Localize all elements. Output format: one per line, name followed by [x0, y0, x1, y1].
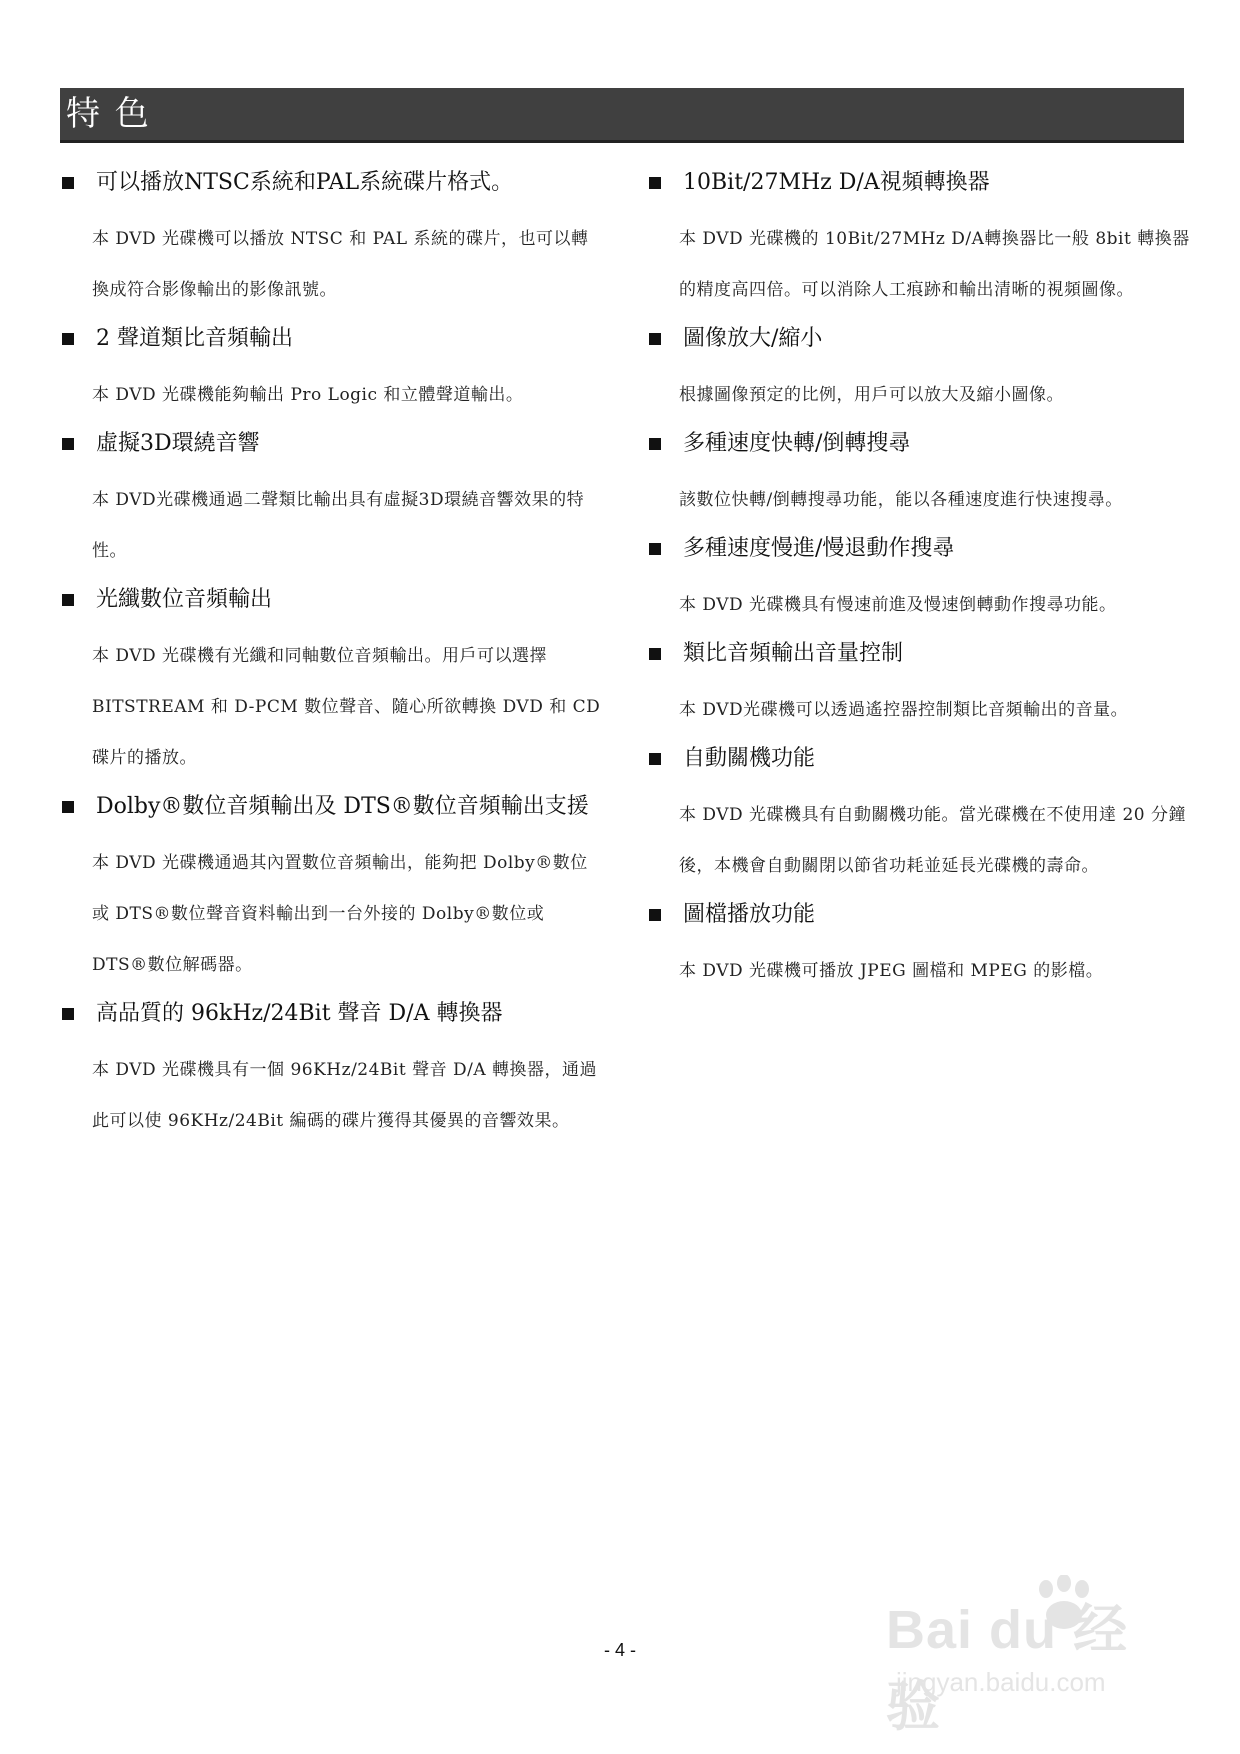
- feature-description: 本 DVD 光碟機通過其內置數位音頻輸出，能夠把 Dolby®數位或 DTS®數位聲音資料輸出到一台外接的 Dolby®數位或 DTS®數位解碼器。: [92, 853, 588, 975]
- feature-title: 10Bit/27MHz D/A視頻轉換器: [683, 170, 990, 195]
- square-bullet-icon: [649, 753, 661, 765]
- feature-description: 本 DVD 光碟機具有慢速前進及慢速倒轉動作搜尋功能。: [679, 595, 1117, 615]
- feature-title: 自動關機功能: [683, 746, 816, 771]
- feature-description: 本 DVD 光碟機具有自動關機功能。當光碟機在不使用達 20 分鐘後，本機會自動關閉以節省功耗並延長光碟機的壽命。: [679, 805, 1186, 876]
- feature-description: 本 DVD 光碟機能夠輸出 Pro Logic 和立體聲道輸出。: [92, 385, 524, 405]
- feature-description: 本 DVD 光碟機可播放 JPEG 圖檔和 MPEG 的影檔。: [679, 961, 1104, 981]
- feature-title: 多種速度慢進/慢退動作搜尋: [683, 536, 955, 561]
- watermark-url: jingyan.baidu.com: [896, 1667, 1106, 1697]
- section-header: [60, 88, 1184, 143]
- feature-item: [647, 641, 1192, 736]
- square-bullet-icon: [62, 438, 74, 450]
- feature-title: 虛擬3D環繞音響: [96, 431, 260, 456]
- feature-description: 本 DVD光碟機通過二聲類比輸出具有虛擬3D環繞音響效果的特性。: [92, 490, 585, 561]
- square-bullet-icon: [62, 801, 74, 813]
- square-bullet-icon: [62, 594, 74, 606]
- square-bullet-icon: [649, 333, 661, 345]
- feature-title: 類比音頻輸出音量控制: [683, 641, 904, 666]
- feature-title: 可以播放NTSC系統和PAL系統碟片格式。: [96, 170, 514, 195]
- square-bullet-icon: [649, 438, 661, 450]
- feature-description: 該數位快轉/倒轉搜尋功能，能以各種速度進行快速搜尋。: [679, 490, 1123, 510]
- feature-item: [647, 746, 1192, 892]
- feature-title: Dolby®數位音頻輸出及 DTS®數位音頻輸出支援: [96, 794, 589, 819]
- feature-item: [60, 431, 605, 577]
- feature-description: 本 DVD光碟機可以透過遙控器控制類比音頻輸出的音量。: [679, 700, 1129, 720]
- section-title: 特 色: [66, 94, 151, 134]
- feature-description: 本 DVD 光碟機的 10Bit/27MHz D/A轉換器比一般 8bit 轉換器的精度高四倍。可以消除人工痕跡和輸出清晰的視頻圖像。: [679, 229, 1190, 300]
- page-number: - 4 -: [603, 1640, 636, 1660]
- square-bullet-icon: [62, 177, 74, 189]
- feature-title: 高品質的 96kHz/24Bit 聲音 D/A 轉換器: [96, 1001, 503, 1026]
- feature-item: [647, 536, 1192, 631]
- feature-item: [60, 794, 605, 991]
- square-bullet-icon: [649, 177, 661, 189]
- feature-description: 本 DVD 光碟機可以播放 NTSC 和 PAL 系統的碟片，也可以轉換成符合影像輸出的影像訊號。: [92, 229, 589, 300]
- feature-item: [60, 326, 605, 421]
- feature-item: [60, 170, 605, 316]
- square-bullet-icon: [649, 543, 661, 555]
- watermark-logo: Bai du 经验: [886, 1600, 1129, 1737]
- feature-title: 多種速度快轉/倒轉搜尋: [683, 431, 911, 456]
- square-bullet-icon: [649, 648, 661, 660]
- square-bullet-icon: [62, 1008, 74, 1020]
- square-bullet-icon: [62, 333, 74, 345]
- feature-item: [647, 170, 1192, 316]
- feature-title: 光纖數位音頻輸出: [96, 587, 273, 612]
- left-column: [60, 160, 605, 1155]
- feature-description: 根據圖像預定的比例，用戶可以放大及縮小圖像。: [679, 385, 1064, 405]
- feature-item: [60, 587, 605, 784]
- feature-title: 2 聲道類比音頻輸出: [96, 326, 293, 351]
- feature-description: 本 DVD 光碟機有光纖和同軸數位音頻輸出。用戶可以選擇 BITSTREAM 和 D-PCM 數位聲音、隨心所欲轉換 DVD 和 CD 碟片的播放。: [92, 646, 601, 768]
- square-bullet-icon: [649, 909, 661, 921]
- feature-description: 本 DVD 光碟機具有一個 96KHz/24Bit 聲音 D/A 轉換器，通過此可以使 96KHz/24Bit 編碼的碟片獲得其優異的音響效果。: [92, 1060, 598, 1131]
- feature-item: [647, 326, 1192, 421]
- feature-item: [647, 902, 1192, 997]
- feature-title: 圖檔播放功能: [683, 902, 816, 927]
- feature-item: [647, 431, 1192, 526]
- feature-item: [60, 1001, 605, 1147]
- feature-title: 圖像放大/縮小: [683, 326, 823, 351]
- watermark: [880, 1575, 1180, 1737]
- right-column: [647, 160, 1192, 1005]
